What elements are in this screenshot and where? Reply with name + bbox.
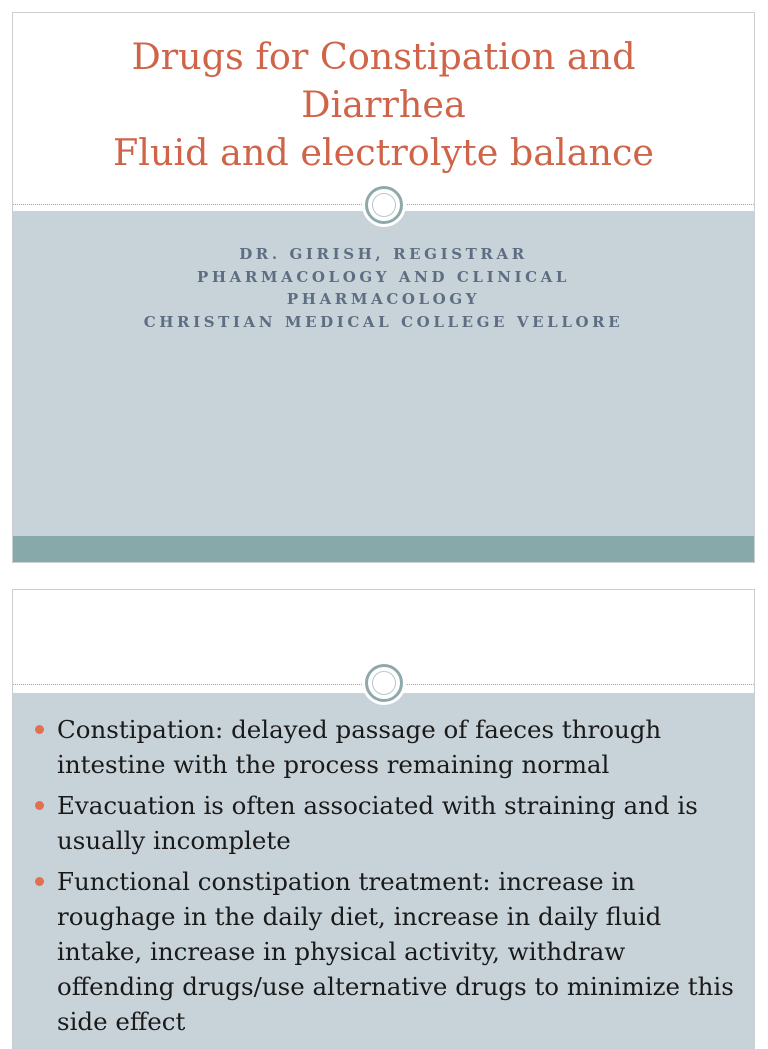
bullet-icon — [35, 725, 44, 734]
subtitle-line: PHARMACOLOGY AND CLINICAL — [196, 267, 571, 286]
subtitle-line: CHRISTIAN MEDICAL COLLEGE VELLORE — [143, 312, 624, 331]
slide-subtitle — [13, 243, 754, 333]
ring-ornament-icon — [365, 664, 403, 702]
bullet-icon — [35, 801, 44, 810]
bullet-list — [35, 712, 742, 1045]
slide-title — [13, 33, 754, 177]
slide-title-line: Drugs for Constipation and — [131, 35, 636, 78]
slide-title-line: Diarrhea — [301, 83, 466, 126]
footer-band — [13, 536, 754, 562]
title-area — [13, 13, 754, 205]
bullet-icon — [35, 877, 44, 886]
ring-ornament-icon — [365, 186, 403, 224]
bullet-text: Evacuation is often associated with straining and is usually incomplete — [57, 791, 698, 855]
subtitle-line: PHARMACOLOGY — [286, 290, 481, 308]
title-slide — [12, 12, 755, 563]
list-item — [35, 712, 742, 782]
list-item — [35, 864, 742, 1039]
list-item — [35, 788, 742, 858]
content-slide — [12, 589, 755, 1049]
subtitle-line: DR. GIRISH, REGISTRAR — [239, 245, 528, 263]
slide-title-line: Fluid and electrolyte balance — [112, 131, 655, 174]
bullet-text: Constipation: delayed passage of faeces through intestine with the process remaining normal — [57, 715, 662, 779]
bullet-text: Functional constipation treatment: increase in roughage in the daily diet, increase in daily fluid intake, increase in physical activity, withdraw offending drugs/use alternative drugs to minimize this side effect — [57, 867, 734, 1036]
